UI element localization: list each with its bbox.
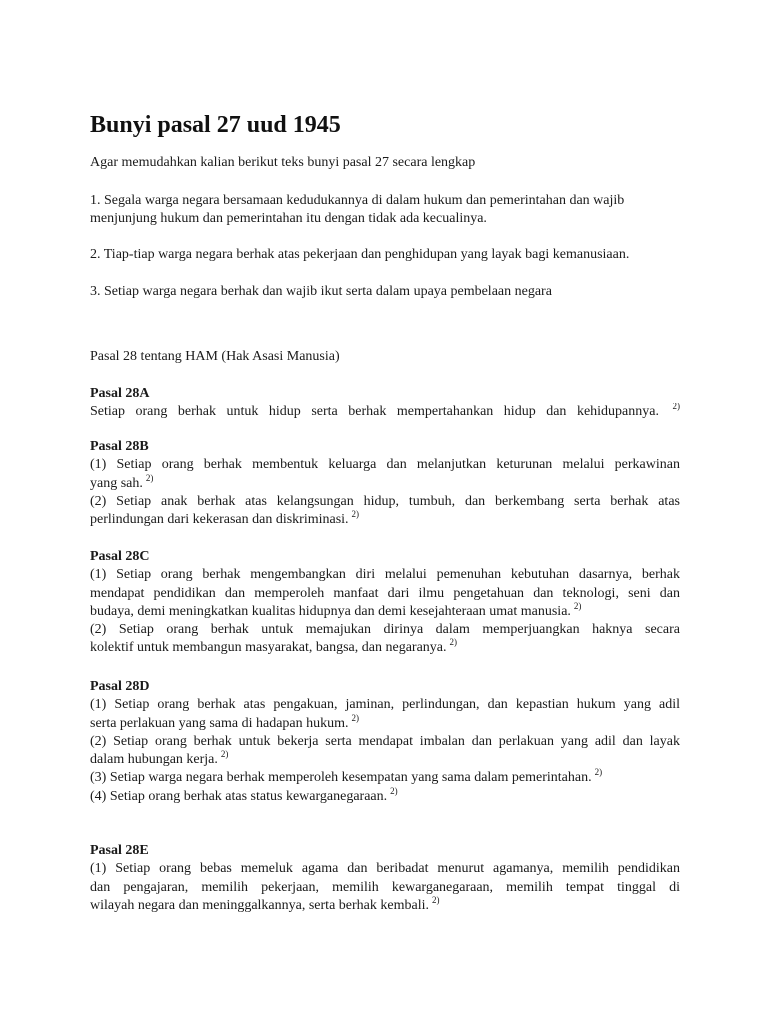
page-title: Bunyi pasal 27 uud 1945	[90, 112, 341, 138]
line-text: dan pengajaran, memilih pekerjaan, memilih kewarganegaraan, memilih tempat tinggal di	[90, 879, 680, 895]
line-text: budaya, demi meningkatkan kualitas hidupnya dan demi kesejahteraan umat manusia.	[90, 603, 571, 619]
pasal27-item-1	[90, 192, 680, 229]
footnote-marker: 2)	[220, 749, 229, 760]
text-line	[90, 456, 680, 474]
text-line	[90, 769, 680, 787]
footnote-marker: 2)	[145, 472, 154, 483]
line-text: yang sah.	[90, 475, 143, 491]
text-line	[90, 600, 680, 621]
line-text: (4) Setiap orang berhak atas status kewarganegaraan.	[90, 788, 388, 804]
text-line	[90, 472, 680, 493]
footnote-marker: 2)	[390, 785, 398, 796]
line-text: serta perlakuan yang sama di hadapan hukum.	[90, 715, 349, 731]
text-line: menjunjung hukum dan pemerintahan itu dengan tidak ada kecualinya.	[90, 211, 487, 227]
text-line	[90, 403, 680, 421]
text-line	[90, 566, 680, 584]
line-text: (1) Setiap orang berhak mengembangkan diri melalui pemenuhan kebutuhan dasarnya, berhak	[90, 567, 680, 583]
section-pasal-28d	[90, 678, 680, 806]
footnote-marker: 2)	[594, 767, 603, 778]
text-line	[90, 621, 680, 639]
pasal27-item-2: 2. Tiap-tiap warga negara berhak atas pekerjaan dan penghidupan yang layak bagi kemanusiaan.	[90, 247, 630, 262]
text-line	[90, 879, 680, 897]
text-line	[90, 712, 680, 733]
footnote-marker: 2)	[573, 600, 582, 611]
section-pasal-28e	[90, 842, 680, 915]
text-line: 1. Segala warga negara bersamaan kedudukannya di dalam hukum dan pemerintahan dan wajib	[90, 193, 625, 208]
line-text: perlindungan dari kekerasan dan diskriminasi.	[90, 512, 349, 528]
pasal28-intro: Pasal 28 tentang HAM (Hak Asasi Manusia)	[90, 349, 340, 364]
line-text: (2) Setiap orang berhak untuk memajukan dirinya dalam memperjuangkan haknya secara	[90, 622, 680, 638]
line-text: (1) Setiap orang berhak atas pengakuan, jaminan, perlindungan, dan kepastian hukum yang adil	[90, 697, 680, 713]
line-text: dalam hubungan kerja.	[90, 752, 218, 768]
section-heading: Pasal 28B	[90, 439, 149, 454]
line-text: kolektif untuk membangun masyarakat, bangsa, dan negaranya.	[90, 640, 447, 656]
text-line	[90, 493, 680, 511]
intro-text: Agar memudahkan kalian berikut teks bunyi pasal 27 secara lengkap	[90, 155, 476, 170]
line-text: (3) Setiap warga negara berhak memperoleh kesempatan yang sama dalam pemerintahan.	[90, 770, 592, 786]
line-text: Setiap orang berhak untuk hidup serta berhak mempertahankan hidup dan kehidupannya.	[90, 404, 659, 420]
footnote-marker: 2)	[351, 712, 360, 723]
section-pasal-28c	[90, 548, 680, 658]
footnote-marker: 2)	[449, 637, 457, 648]
footnote-marker: 2)	[672, 403, 680, 412]
pasal27-item-3: 3. Setiap warga negara berhak dan wajib ikut serta dalam upaya pembelaan negara	[90, 284, 552, 299]
line-text: (2) Setiap anak berhak atas kelangsungan hidup, tumbuh, dan berkembang serta berhak atas	[90, 493, 680, 509]
section-heading: Pasal 28D	[90, 679, 150, 694]
line-text: (1) Setiap orang berhak membentuk keluarga dan melanjutkan keturunan melalui perkawinan	[90, 457, 680, 473]
text-line	[90, 751, 680, 769]
line-text: (2) Setiap orang berhak untuk bekerja serta mendapat imbalan dan perlakuan yang adil dan layak	[90, 733, 680, 749]
text-line	[90, 860, 680, 878]
section-pasal-28a	[90, 385, 680, 422]
footnote-marker: 2)	[431, 894, 440, 905]
text-line	[90, 785, 680, 806]
text-line	[90, 511, 680, 529]
line-text: wilayah negara dan meninggalkannya, serta berhak kembali.	[90, 897, 429, 913]
text-line	[90, 894, 680, 915]
line-text: mendapat pendidikan dan memperoleh manfaat dari ilmu pengetahuan dan teknologi, seni dan	[90, 585, 680, 601]
text-line	[90, 585, 680, 603]
text-line	[90, 639, 680, 657]
footnote-marker: 2)	[351, 509, 360, 520]
section-heading: Pasal 28C	[90, 549, 150, 564]
line-text: (1) Setiap orang bebas memeluk agama dan beribadat menurut agamanya, memilih pendidikan	[90, 861, 680, 877]
text-line	[90, 733, 680, 751]
section-pasal-28b	[90, 438, 680, 529]
section-heading: Pasal 28E	[90, 843, 149, 858]
text-line	[90, 696, 680, 714]
section-heading: Pasal 28A	[90, 386, 150, 401]
